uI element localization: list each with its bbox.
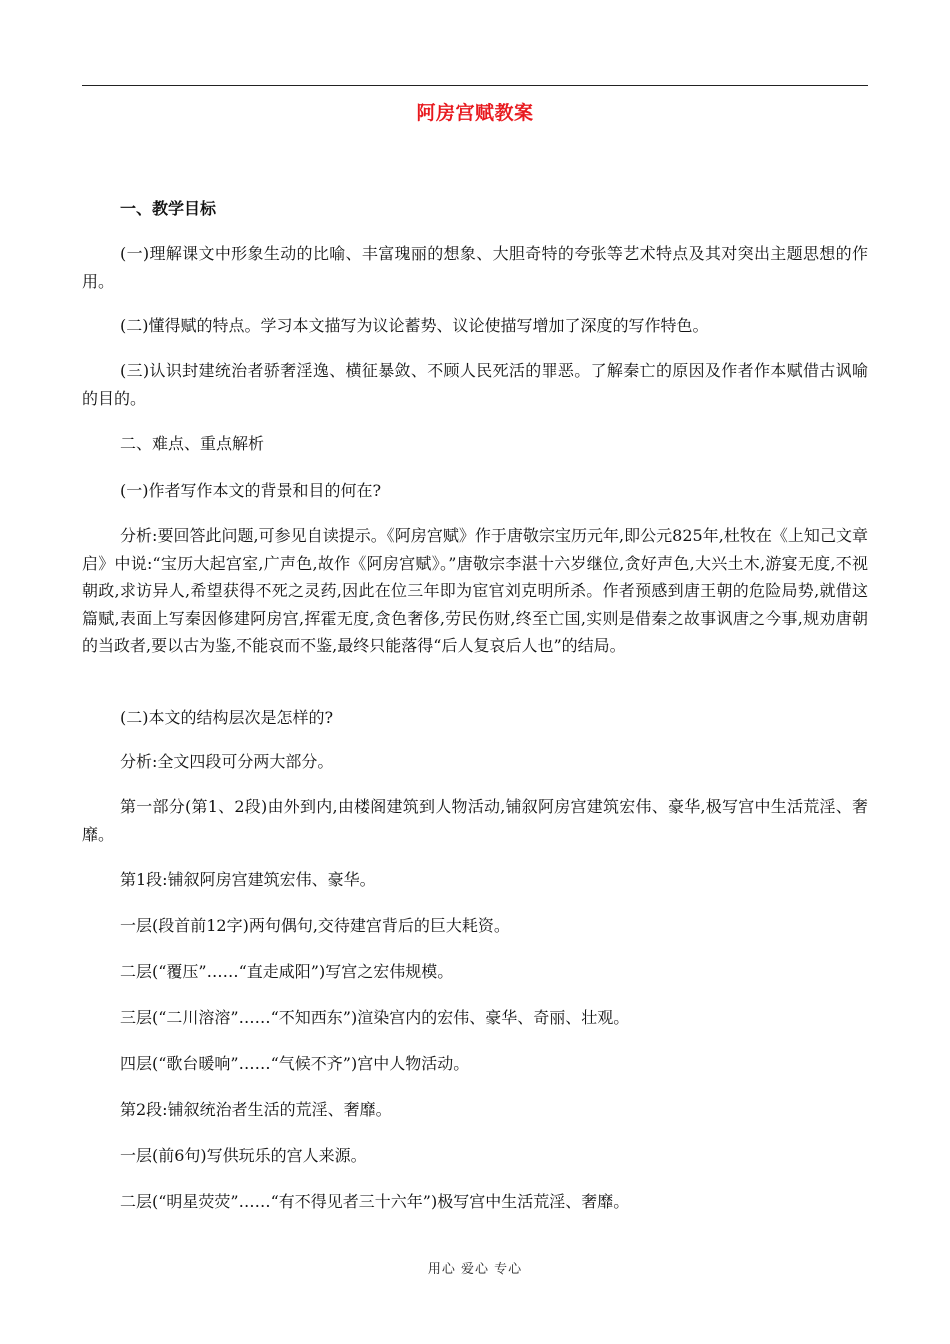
page-footer: 用心 爱心 专心 <box>427 1262 523 1277</box>
layer-1-2: 二层(“覆压”……“直走咸阳”)写宫之宏伟规模。 <box>120 962 454 981</box>
paragraph-goal-2: (二)懂得赋的特点。学习本文描写为议论蓄势、议论使描写增加了深度的写作特色。 <box>120 316 709 335</box>
layer-1-4: 四层(“歌台暖响”……“气候不齐”)宫中人物活动。 <box>120 1054 470 1073</box>
section-heading-key-points: 二、难点、重点解析 <box>120 434 265 453</box>
section-heading-teaching-goals: 一、教学目标 <box>120 199 217 218</box>
layer-2-1: 一层(前6句)写供玩乐的宫人来源。 <box>120 1146 367 1165</box>
paragraph-2-summary: 第2段:铺叙统治者生活的荒淫、奢靡。 <box>120 1100 392 1119</box>
layer-1-3: 三层(“二川溶溶”……“不知西东”)渲染宫内的宏伟、豪华、奇丽、壮观。 <box>120 1008 630 1027</box>
header-rule <box>82 85 868 86</box>
layer-1-1: 一层(段首前12字)两句偶句,交待建宫背后的巨大耗资。 <box>120 916 510 935</box>
document-title: 阿房宫赋教案 <box>416 102 534 124</box>
question-2: (二)本文的结构层次是怎样的? <box>120 708 334 727</box>
analysis-1: 分析:要回答此问题,可参见自读提示。《阿房宫赋》作于唐敬宗宝历元年,即公元825年,杜牧在《上知己文章启》中说:“宝历大起宫室,广声色,故作《阿房宫赋》。”唐敬宗李湛十六岁继位,贪好声色,大兴土木,游宴无度,不视朝政,求访异人,希望获得不死之灵药,因此在位三年即为宦官刘克明所杀。作者预感到唐王朝的危险局势,就借这篇赋,表面上写秦因修建阿房宫,挥霍无度,贪色奢侈,劳民伤财,终至亡国,实则是借秦之故事讽唐之今事,规劝唐朝的当政者,要以古为鉴,不能哀而不鉴,最终只能落得“后人复哀后人也”的结局。 <box>82 526 868 655</box>
paragraph-goal-3: (三)认识封建统治者骄奢淫逸、横征暴敛、不顾人民死活的罪恶。了解秦亡的原因及作者作本赋借古讽喻的目的。 <box>82 361 868 408</box>
paragraph-goal-1: (一)理解课文中形象生动的比喻、丰富瑰丽的想象、大胆奇特的夸张等艺术特点及其对突出主题思想的作用。 <box>82 244 868 291</box>
paragraph-1-summary: 第1段:铺叙阿房宫建筑宏伟、豪华。 <box>120 870 376 889</box>
layer-2-2: 二层(“明星荧荧”……“有不得见者三十六年”)极写宫中生活荒淫、奢靡。 <box>120 1192 630 1211</box>
part-1-summary: 第一部分(第1、2段)由外到内,由楼阁建筑到人物活动,铺叙阿房宫建筑宏伟、豪华,极写宫中生活荒淫、奢靡。 <box>82 797 868 844</box>
question-1: (一)作者写作本文的背景和目的何在? <box>120 481 382 500</box>
analysis-2: 分析:全文四段可分两大部分。 <box>120 752 334 771</box>
